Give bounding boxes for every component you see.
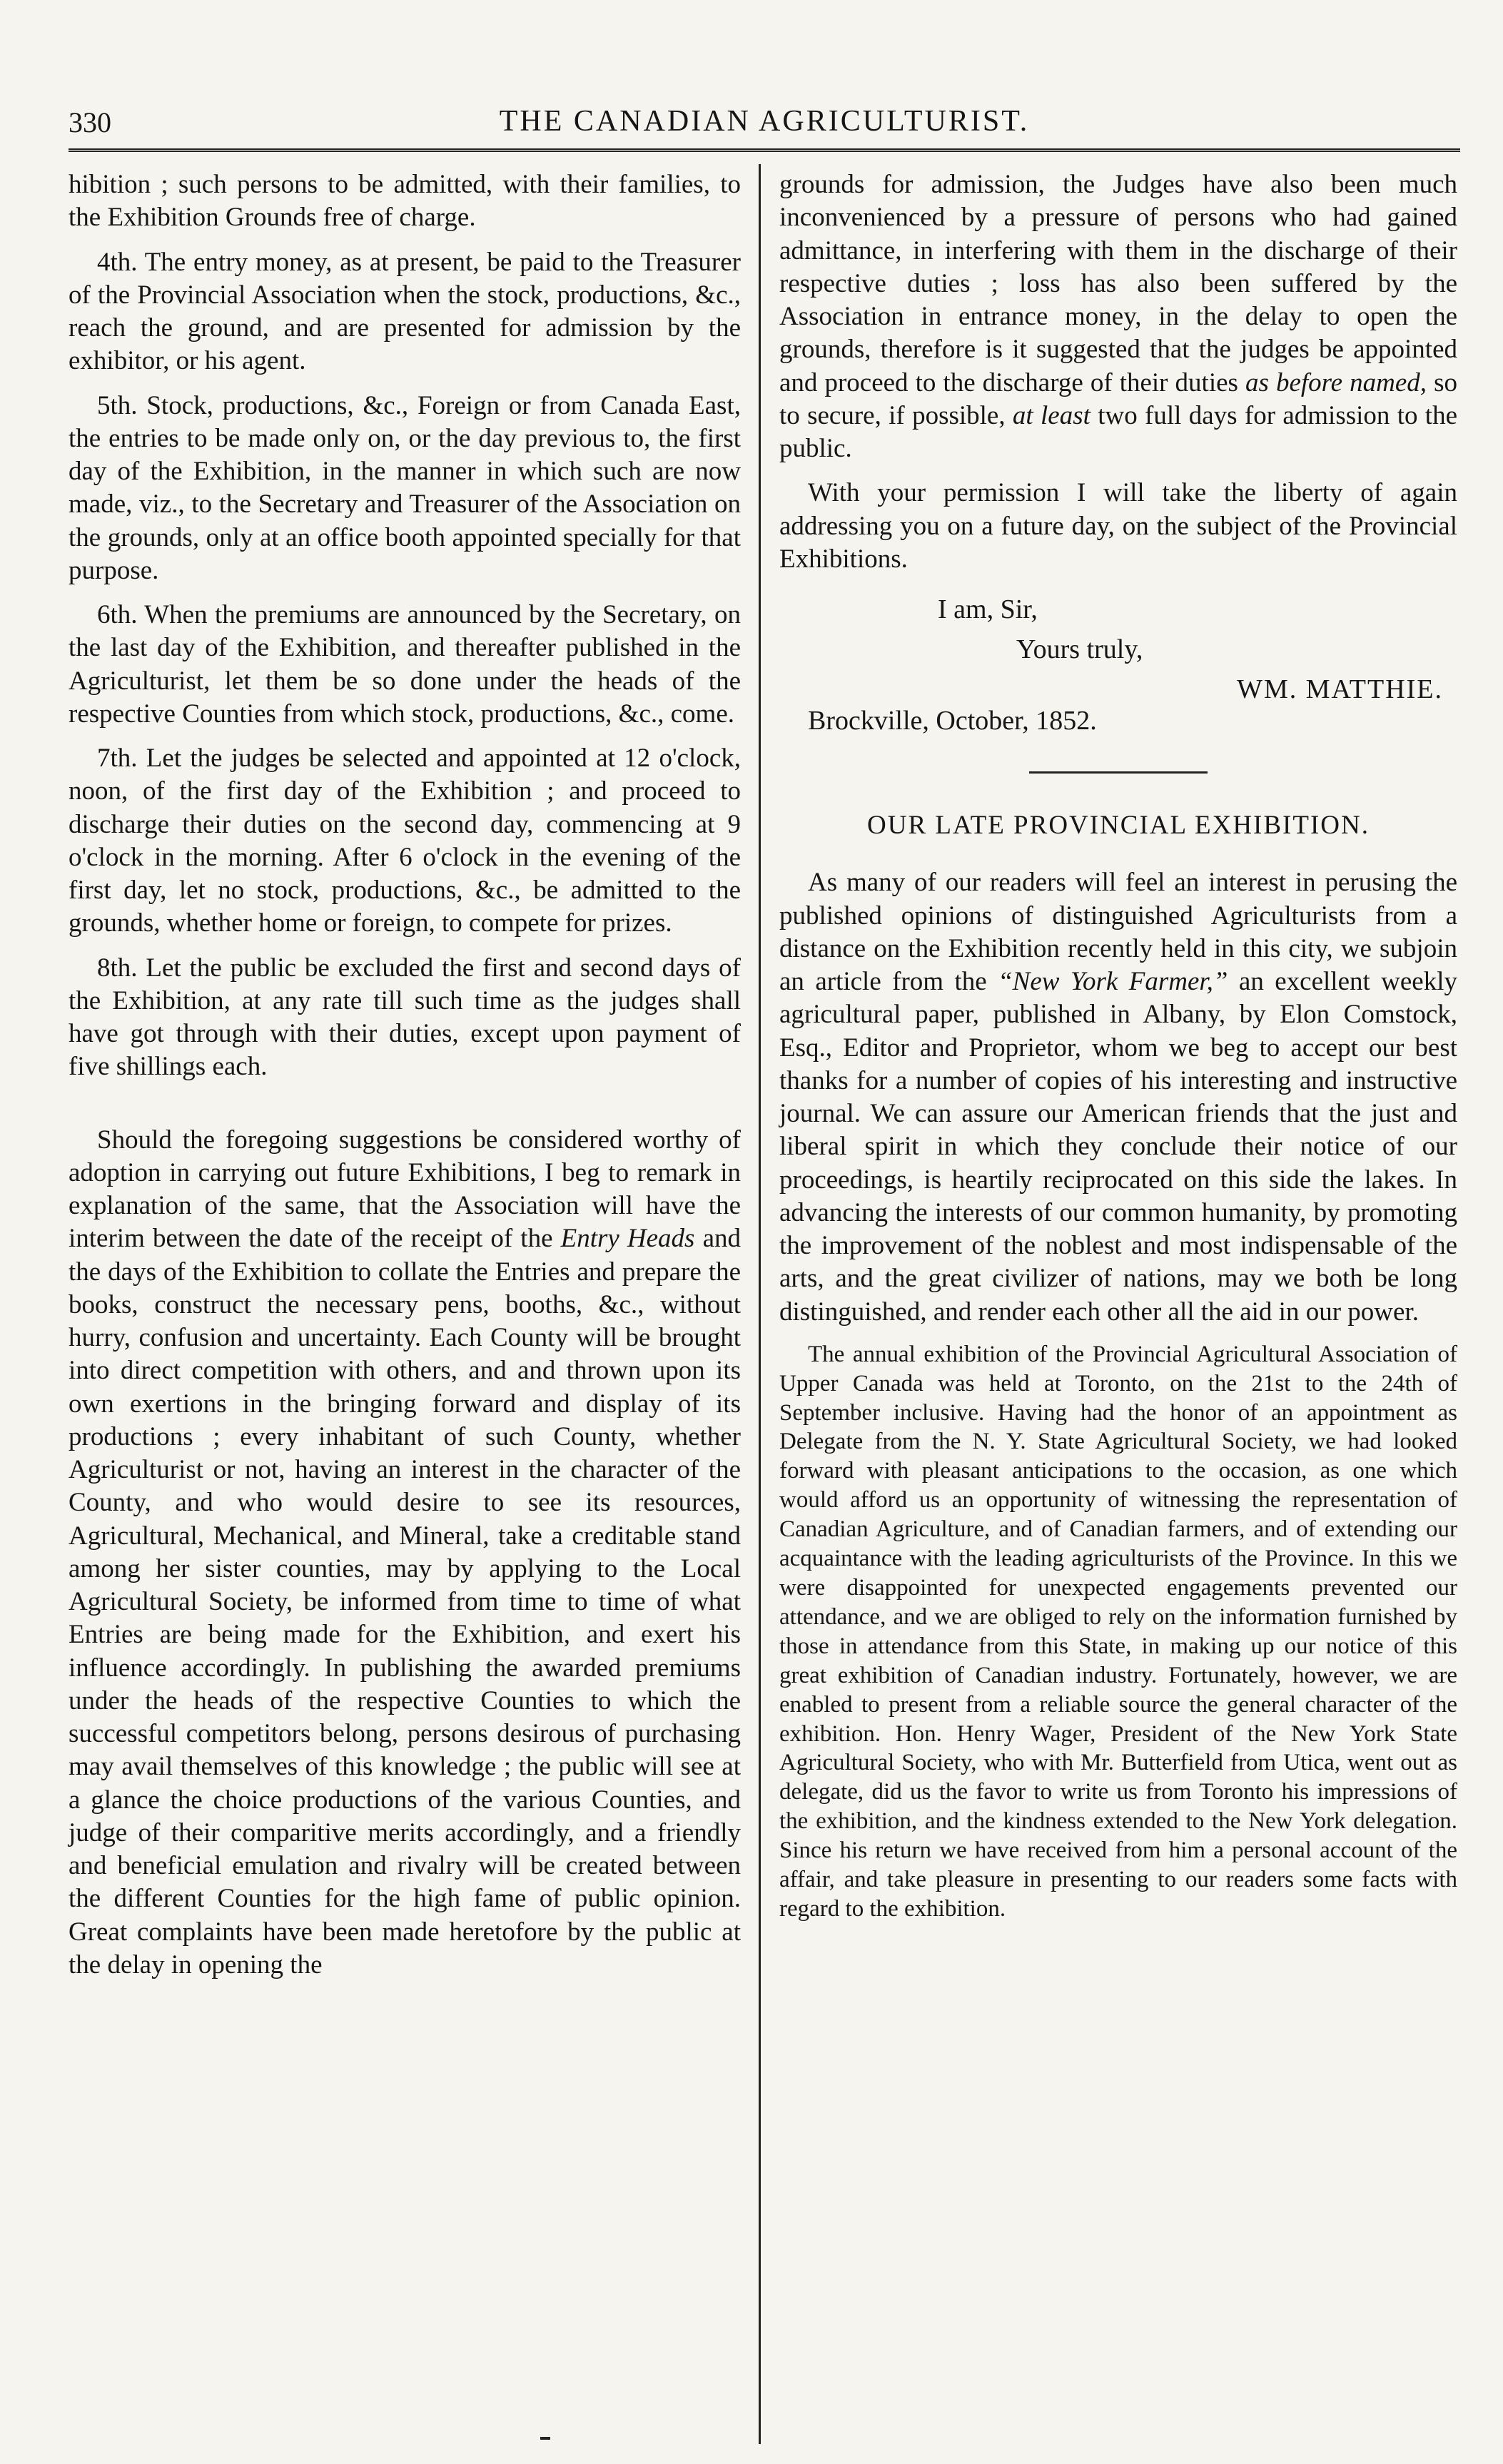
italic-text: “New York Farmer,” bbox=[998, 967, 1228, 996]
letter-closing bbox=[779, 592, 1457, 743]
text-run: two full days for admission to the public. bbox=[779, 400, 1458, 463]
paragraph: With your permission I will take the liberty of again addressing you on a future day, on the subject of the Provincial Exhibitions. bbox=[779, 478, 1457, 574]
text-run: grounds for admission, the Judges have also been much inconvenienced by a pressure of persons who had gained admittance, in interfering with them in the discharge of their respective duties ; loss has also been suffered by the Association in entrance money, in the delay to open the grounds, therefore is it suggested that the judges be appointed and proceed to the discharge of their duties bbox=[779, 170, 1457, 397]
section-title: OUR LATE PROVINCIAL EXHIBITION. bbox=[867, 811, 1370, 840]
italic-text: as before named, bbox=[1245, 367, 1427, 397]
text-run: so to secure, if possible, bbox=[779, 367, 1458, 430]
signature: WM. MATTHIE. bbox=[1237, 674, 1443, 704]
paragraph bbox=[69, 1124, 741, 1982]
paragraph bbox=[779, 866, 1457, 1329]
paragraph bbox=[779, 168, 1457, 465]
left-column bbox=[69, 168, 741, 1993]
italic-text: at least bbox=[1012, 400, 1090, 430]
paragraph: 4th. The entry money, as at present, be paid to the Treasurer of the Provincial Association when the stock, productions, &c., reach the ground, and are presented for admission by the exhibitor, or his agent. bbox=[69, 247, 741, 376]
paragraph: 5th. Stock, productions, &c., Foreign or from Canada East, the entries to be made only on, or the day previous to, the first day of the Exhibition, in the manner in which such are now made, viz., to the Secretary and Treasurer of the Association on the grounds, only at an office booth appointed specially for that purpose. bbox=[69, 390, 741, 585]
salutation: I am, Sir, bbox=[938, 594, 1038, 624]
paragraph: hibition ; such persons to be admitted, with their families, to the Exhibition Grounds free of charge. bbox=[69, 170, 741, 233]
text-run: As many of our readers will feel an interest in perusing the published opinions of distinguished Agriculturists from a distance on the Exhibition recently held in this city, we subjoin an article from the bbox=[779, 868, 1457, 996]
right-column bbox=[779, 168, 1457, 1935]
text-run: Should the foregoing suggestions be considered worthy of adoption in carrying out future Exhibitions, I beg to remark in explanation of the same, that the Association will have the interim between the date of the receipt of the bbox=[69, 1125, 741, 1254]
column-divider bbox=[759, 164, 761, 2444]
page-number: 330 bbox=[69, 106, 111, 138]
paragraph: The annual exhibition of the Provincial Agricultural Association of Upper Canada was held at Toronto, on the 21st to the 24th of September inclusive. Having had the honor of an appointment as Delegate from the N. Y. State Agricultural Society, we had looked forward with pleasant anticipations to the occasion, as one which would afford us an opportunity of witnessing the representation of Canadian Agriculture, and of Canadian farmers, and of extending our acquaintance with the leading agriculturists of the Province. In this we were disappointed for unexpected engagements prevented our attendance, and we are obliged to rely on the information furnished by those in attendance from this State, in making up our notice of this great exhibition of Canadian industry. Fortunately, however, we are enabled to present from a reliable source the general character of the exhibition. Hon. Henry Wager, President of the New York State Agricultural Society, who with Mr. Butterfield from Utica, went out as delegate, did us the favor to write us from Toronto his impressions of the exhibition, and the kindness extended to the New York delegation. Since his return we have received from him a personal account of the affair, and take pleasure in presenting to our readers some facts with regard to the exhibition. bbox=[779, 1341, 1457, 1922]
running-head: THE CANADIAN AGRICULTURIST. bbox=[499, 105, 1030, 138]
valediction: Yours truly, bbox=[1016, 634, 1143, 664]
page-header bbox=[69, 98, 1460, 152]
text-run: an excellent weekly agricultural paper, published in Albany, by Elon Comstock, Esq., Editor and Proprietor, whom we beg to accept our best thanks for a number of copies of his interesting and instructive journal. We can assure our American friends that the just and liberal spirit in which they conclude their notice of our proceedings, is heartily reciprocated on this side the lakes. In advancing the interests of our common humanity, by promoting the improvement of the noblest and most indispensable of the arts, and the great civilizer of nations, may we both be long distinguished, and render each other all the aid in our power. bbox=[779, 967, 1458, 1327]
footer-mark bbox=[540, 2437, 550, 2440]
paragraph: 8th. Let the public be excluded the first and second days of the Exhibition, at any rate till such time as the judges shall have got through with their duties, except upon payment of five shillings each. bbox=[69, 953, 741, 1082]
paragraph: 6th. When the premiums are announced by the Secretary, on the last day of the Exhibition, and thereafter published in the Agriculturist, let them be so done under the heads of the respective Counties from which stock, productions, &c., come. bbox=[69, 600, 741, 729]
paragraph: 7th. Let the judges be selected and appointed at 12 o'clock, noon, of the first day of the Exhibition ; and proceed to discharge their duties on the second day, commencing at 9 o'clock in the morning. After 6 o'clock in the evening of the first day, let no stock, productions, &c., be admitted to the grounds, whether home or foreign, to compete for prizes. bbox=[69, 744, 741, 938]
section-rule bbox=[1029, 771, 1208, 774]
text-run: and the days of the Exhibition to collate the Entries and prepare the books, construct the necessary pens, booths, &c., without hurry, confusion and uncertainty. Each County will be brought into direct competition with others, and and thrown upon its own exertions in the bringing forward and display of its productions ; every inhabitant of such County, whether Agriculturist or not, having an interest in the character of the County, and who would desire to see its resources, Agricultural, Mechanical, and Mineral, take a creditable stand among her sister counties, may by applying to the Local Agricultural Society, be informed from time to time of what Entries are being made for the Exhibition, and exert his influence accordingly. In publishing the awarded premiums under the heads of the respective Counties to which the successful competitors belong, persons desirous of purchasing may avail themselves of this knowledge ; the public will see at a glance the choice productions of the various Counties, and judge of their comparitive merits accordingly, and a friendly and beneficial emulation and rivalry will be created between the different Counties for the high fame of public opinion. Great complaints have been made heretofore by the public at the delay in opening the bbox=[69, 1224, 742, 1979]
place-date: Brockville, October, 1852. bbox=[808, 706, 1097, 736]
italic-text: Entry Heads bbox=[560, 1224, 695, 1254]
